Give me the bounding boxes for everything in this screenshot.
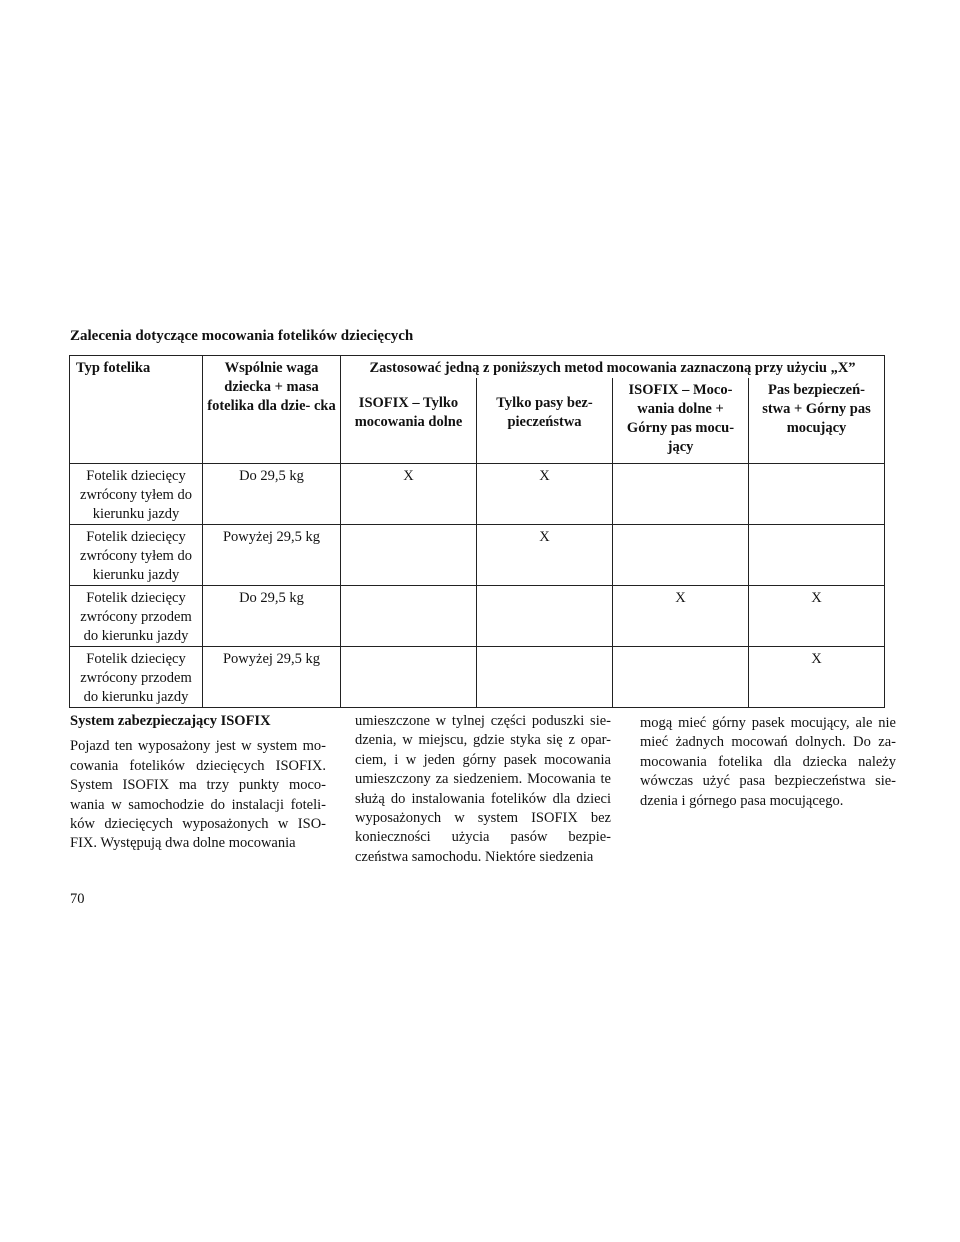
row-mark: X [613,586,749,647]
row-seat-type: Fotelik dziecięcy zwrócony tyłem do kierunku jazdy [70,525,203,586]
row-weight: Do 29,5 kg [203,464,341,525]
row-mark [613,464,749,525]
header-seat-type: Typ fotelika [70,356,203,464]
row-seat-type: Fotelik dziecięcy zwrócony przodem do kierunku jazdy [70,586,203,647]
row-mark: X [749,586,885,647]
row-mark [341,647,477,708]
header-method-seat-belt: Tylko pasy bez- pieczeństwa [477,378,613,464]
row-seat-type: Fotelik dziecięcy zwrócony tyłem do kierunku jazdy [70,464,203,525]
table-row [70,464,885,525]
section-heading: System zabezpieczający ISOFIX [70,713,271,729]
row-weight: Powyżej 29,5 kg [203,647,341,708]
row-seat-type: Fotelik dziecięcy zwrócony przodem do kierunku jazdy [70,647,203,708]
row-mark [341,586,477,647]
row-mark: X [749,647,885,708]
row-mark: X [477,464,613,525]
header-method-isofix-tether: ISOFIX – Moco- wania dolne + Górny pas mocu- jący [613,378,749,464]
text-column-3: mogą mieć górny pasek mocujący, ale nie mieć żadnych mocowań dolnych. Do za- mocowania fotelika dla dziecka należy wówczas użyć pasa bezpieczeństwa sie- dzenia i górnego pasa mocującego. [640,715,896,809]
page-number: 70 [70,891,85,907]
row-mark: X [341,464,477,525]
table-row [70,525,885,586]
header-method-isofix-lower: ISOFIX – Tylko mocowania dolne [341,378,477,464]
header-method-belt-tether: Pas bezpieczeń- stwa + Górny pas mocujący [749,378,885,464]
text-column-2: umieszczone w tylnej części poduszki sie- dzenia, w miejscu, gdzie styka się z opar- ciem, i w jeden górny pasek mocowania umieszczony za siedzeniem. Mocowania te służą do instalowania fotelików dla dzieci wyposażonych w system ISOFIX bez konieczności użycia pasów bezpie- czeństwa samochodu. Niektóre siedzenia [355,713,611,865]
row-mark [613,647,749,708]
row-mark [749,525,885,586]
row-weight: Powyżej 29,5 kg [203,525,341,586]
table-row [70,586,885,647]
row-mark: X [477,525,613,586]
header-method-group: Zastosować jedną z poniższych metod mocowania zaznaczoną przy użyciu „X” [341,356,885,379]
table-title: Zalecenia dotyczące mocowania fotelików dziecięcych [70,328,414,344]
table-row [70,647,885,708]
row-weight: Do 29,5 kg [203,586,341,647]
paragraph: Pojazd ten wyposażony jest w system mo- cowania fotelików dziecięcych ISOFIX. System ISOFIX ma trzy punkty moco- wania w samochodzie do instalacji foteli- ków dziecięcych wyposażonych w ISO- FIX. Występują dwa dolne mocowania [70,738,326,852]
row-mark [613,525,749,586]
header-combined-weight: Wspólnie waga dziecka + masa fotelika dla dzie- cka [203,356,341,464]
row-mark [477,586,613,647]
row-mark [749,464,885,525]
row-mark [477,647,613,708]
text-column-1 [70,712,326,854]
child-seat-mounting-table [69,355,885,708]
row-mark [341,525,477,586]
